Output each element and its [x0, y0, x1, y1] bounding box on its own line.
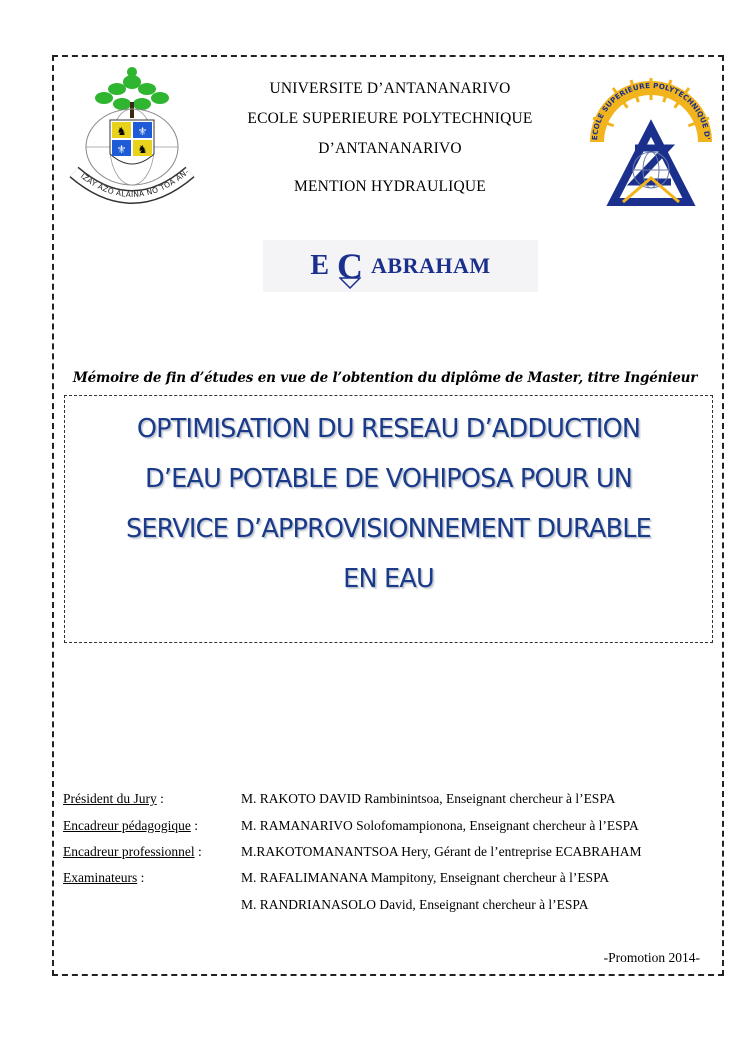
ecabraham-company-logo — [263, 240, 538, 292]
jury-role: Encadreur pédagogique : — [63, 818, 198, 833]
jury-member-name: M.RAKOTOMANANTSOA Hery, Gérant de l’entreprise ECABRAHAM — [241, 844, 642, 859]
jury-member-name: M. RAKOTO DAVID Rambinintsoa, Enseignant chercheur à l’ESPA — [241, 791, 616, 806]
svg-text:⚜: ⚜ — [116, 143, 127, 156]
jury-role: Encadreur professionnel : — [63, 844, 202, 859]
title-line-2: D’EAU POTABLE DE VOHIPOSA POUR UN — [144, 464, 633, 494]
jury-role: Président du Jury : — [63, 791, 164, 806]
mention: MENTION HYDRAULIQUE — [294, 178, 486, 195]
triangle-icon — [339, 277, 361, 289]
company-logo-word: ABRAHAM — [371, 253, 491, 278]
title-line-3: SERVICE D’APPROVISIONNEMENT DURABLE — [125, 514, 651, 544]
jury-member-name: M. RAFALIMANANA Mampitony, Enseignant chercheur à l’ESPA — [241, 870, 610, 885]
polytechnic-emblem-logo — [583, 70, 720, 212]
company-logo-e: E — [310, 250, 330, 281]
emblem-ring-text: ECOLE SUPERIEURE POLYTECHNIQUE D' — [589, 80, 712, 141]
company-logo-c — [333, 245, 367, 287]
svg-text:♞: ♞ — [116, 125, 127, 138]
svg-text:♞: ♞ — [137, 143, 148, 156]
title-line-1: OPTIMISATION DU RESEAU D’ADDUCTION — [136, 414, 641, 444]
thesis-title — [65, 404, 712, 604]
company-logo-c-letter: C — [337, 246, 364, 286]
svg-text:⚜: ⚜ — [137, 125, 148, 138]
title-line-4: EN EAU — [343, 564, 434, 594]
university-seal-logo — [62, 62, 202, 207]
seal-motto-text: IZAY AZO ALAINA NO TOA AN- — [78, 167, 191, 200]
promotion-year: -Promotion 2014- — [603, 950, 700, 965]
school-name-line2: D’ANTANANARIVO — [318, 140, 462, 157]
school-name-line1: ECOLE SUPERIEURE POLYTECHNIQUE — [247, 110, 533, 127]
jury-role: Examinateurs : — [63, 870, 145, 885]
title-box — [64, 395, 713, 643]
thesis-subtitle: Mémoire de fin d’études en vue de l’obtention du diplôme de Master, titre Ingénieur — [72, 370, 698, 386]
jury-member-name: M. RAMANARIVO Solofomampionona, Enseignant chercheur à l’ESPA — [241, 818, 639, 833]
university-name: UNIVERSITE D’ANTANANARIVO — [269, 80, 511, 97]
jury-member-name: M. RANDRIANASOLO David, Enseignant chercheur à l’ESPA — [241, 897, 589, 912]
